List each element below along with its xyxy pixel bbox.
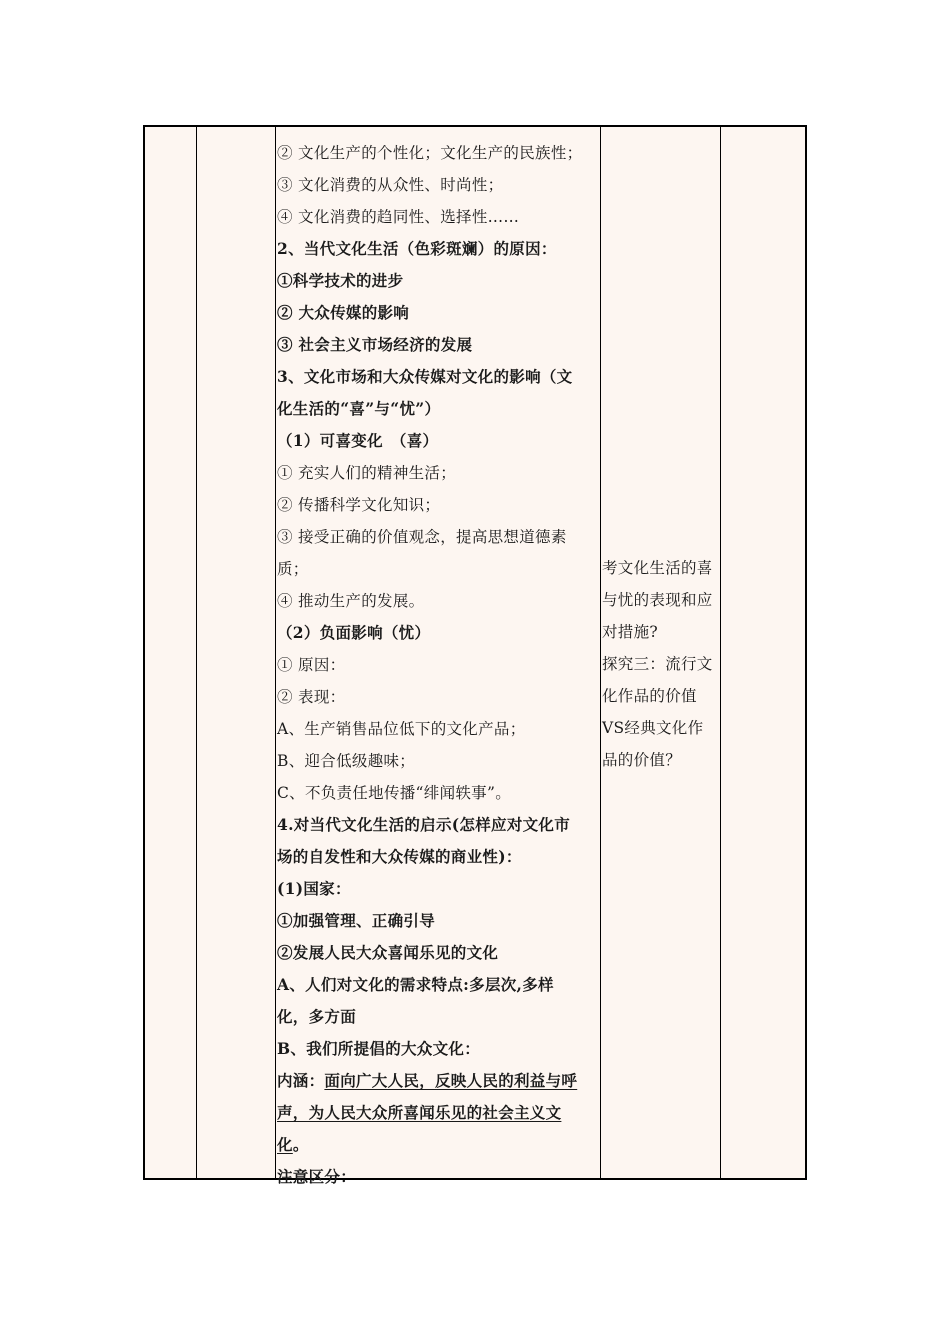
content-line: 4.对当代文化生活的启示(怎样应对文化市: [277, 815, 571, 834]
side-note-line: 品的价值？: [602, 751, 682, 769]
definition-line-3: [276, 1129, 600, 1161]
content-line: C、不负责任地传播“绯闻轶事”。: [277, 784, 512, 802]
definition-line-1: [276, 1065, 600, 1097]
content-line: ② 大众传媒的影响: [277, 303, 410, 322]
table-column-1: [145, 127, 197, 1178]
activity-notes-column: [601, 127, 721, 1178]
content-line: B、我们所提倡的大众文化：: [277, 1039, 481, 1058]
content-lines: [276, 137, 600, 1193]
content-line: ① 原因：: [277, 656, 346, 674]
definition-suffix: 。: [292, 1135, 309, 1154]
content-line: ①科学技术的进步: [277, 271, 404, 290]
content-line: ③ 接受正确的价值观念，提高思想道德素: [277, 528, 567, 546]
side-note-line: 与忧的表现和应: [602, 591, 713, 609]
content-line: 3、文化市场和大众传媒对文化的影响（文: [277, 367, 573, 386]
content-line: 2、当代文化生活（色彩斑斓）的原因：: [277, 239, 557, 258]
content-line: ③ 社会主义市场经济的发展: [277, 335, 473, 354]
definition-prefix: 内涵：: [277, 1071, 325, 1090]
content-line: ③ 文化消费的从众性、时尚性；: [277, 176, 504, 194]
definition-underlined-text: 面向广大人民，反映人民的利益与呼: [324, 1071, 578, 1090]
content-line: (1)国家：: [277, 879, 351, 898]
content-line: 化，多方面: [277, 1007, 357, 1026]
side-note-line: VS经典文化作: [602, 719, 704, 737]
content-line: ② 文化生产的个性化；文化生产的民族性；: [277, 144, 583, 162]
side-note-line: 考文化生活的喜: [602, 559, 713, 577]
content-line: A、人们对文化的需求特点:多层次,多样: [277, 975, 554, 994]
content-line: ②发展人民大众喜闻乐见的文化: [277, 943, 499, 962]
content-line: ①加强管理、正确引导: [277, 911, 436, 930]
note-distinguish: 注意区分：: [277, 1167, 357, 1186]
definition-underlined-text: 声，为人民大众所喜闻乐见的社会主义文: [277, 1103, 562, 1122]
content-line: 化生活的“喜”与“忧”）: [277, 399, 441, 418]
content-line: ④ 文化消费的趋同性、选择性……: [277, 208, 520, 226]
content-line: ② 表现：: [277, 688, 346, 706]
content-line: ① 充实人们的精神生活；: [277, 464, 457, 482]
content-line: B、迎合低级趣味；: [277, 752, 416, 770]
lesson-plan-table: [143, 125, 807, 1186]
content-line: 场的自发性和大众传媒的商业性)：: [277, 847, 522, 866]
content-line: 质；: [277, 560, 309, 578]
table-column-2: [197, 127, 276, 1178]
side-note-line: 探究三：流行文: [602, 655, 713, 673]
side-note-line: 对措施?: [602, 623, 659, 641]
table-column-5: [721, 127, 807, 1178]
side-notes: [601, 552, 720, 776]
content-line: A、生产销售品位低下的文化产品；: [277, 720, 526, 738]
definition-line-2: [276, 1097, 600, 1129]
definition-underlined-text: 化: [277, 1135, 293, 1154]
side-note-line: 化作品的价值: [602, 687, 697, 705]
content-line: （1）可喜变化 （喜）: [277, 431, 439, 450]
content-line: ④ 推动生产的发展。: [277, 592, 425, 610]
content-line: ② 传播科学文化知识；: [277, 496, 441, 514]
content-line: （2）负面影响（忧）: [277, 623, 431, 642]
teaching-content-column: [276, 127, 601, 1186]
